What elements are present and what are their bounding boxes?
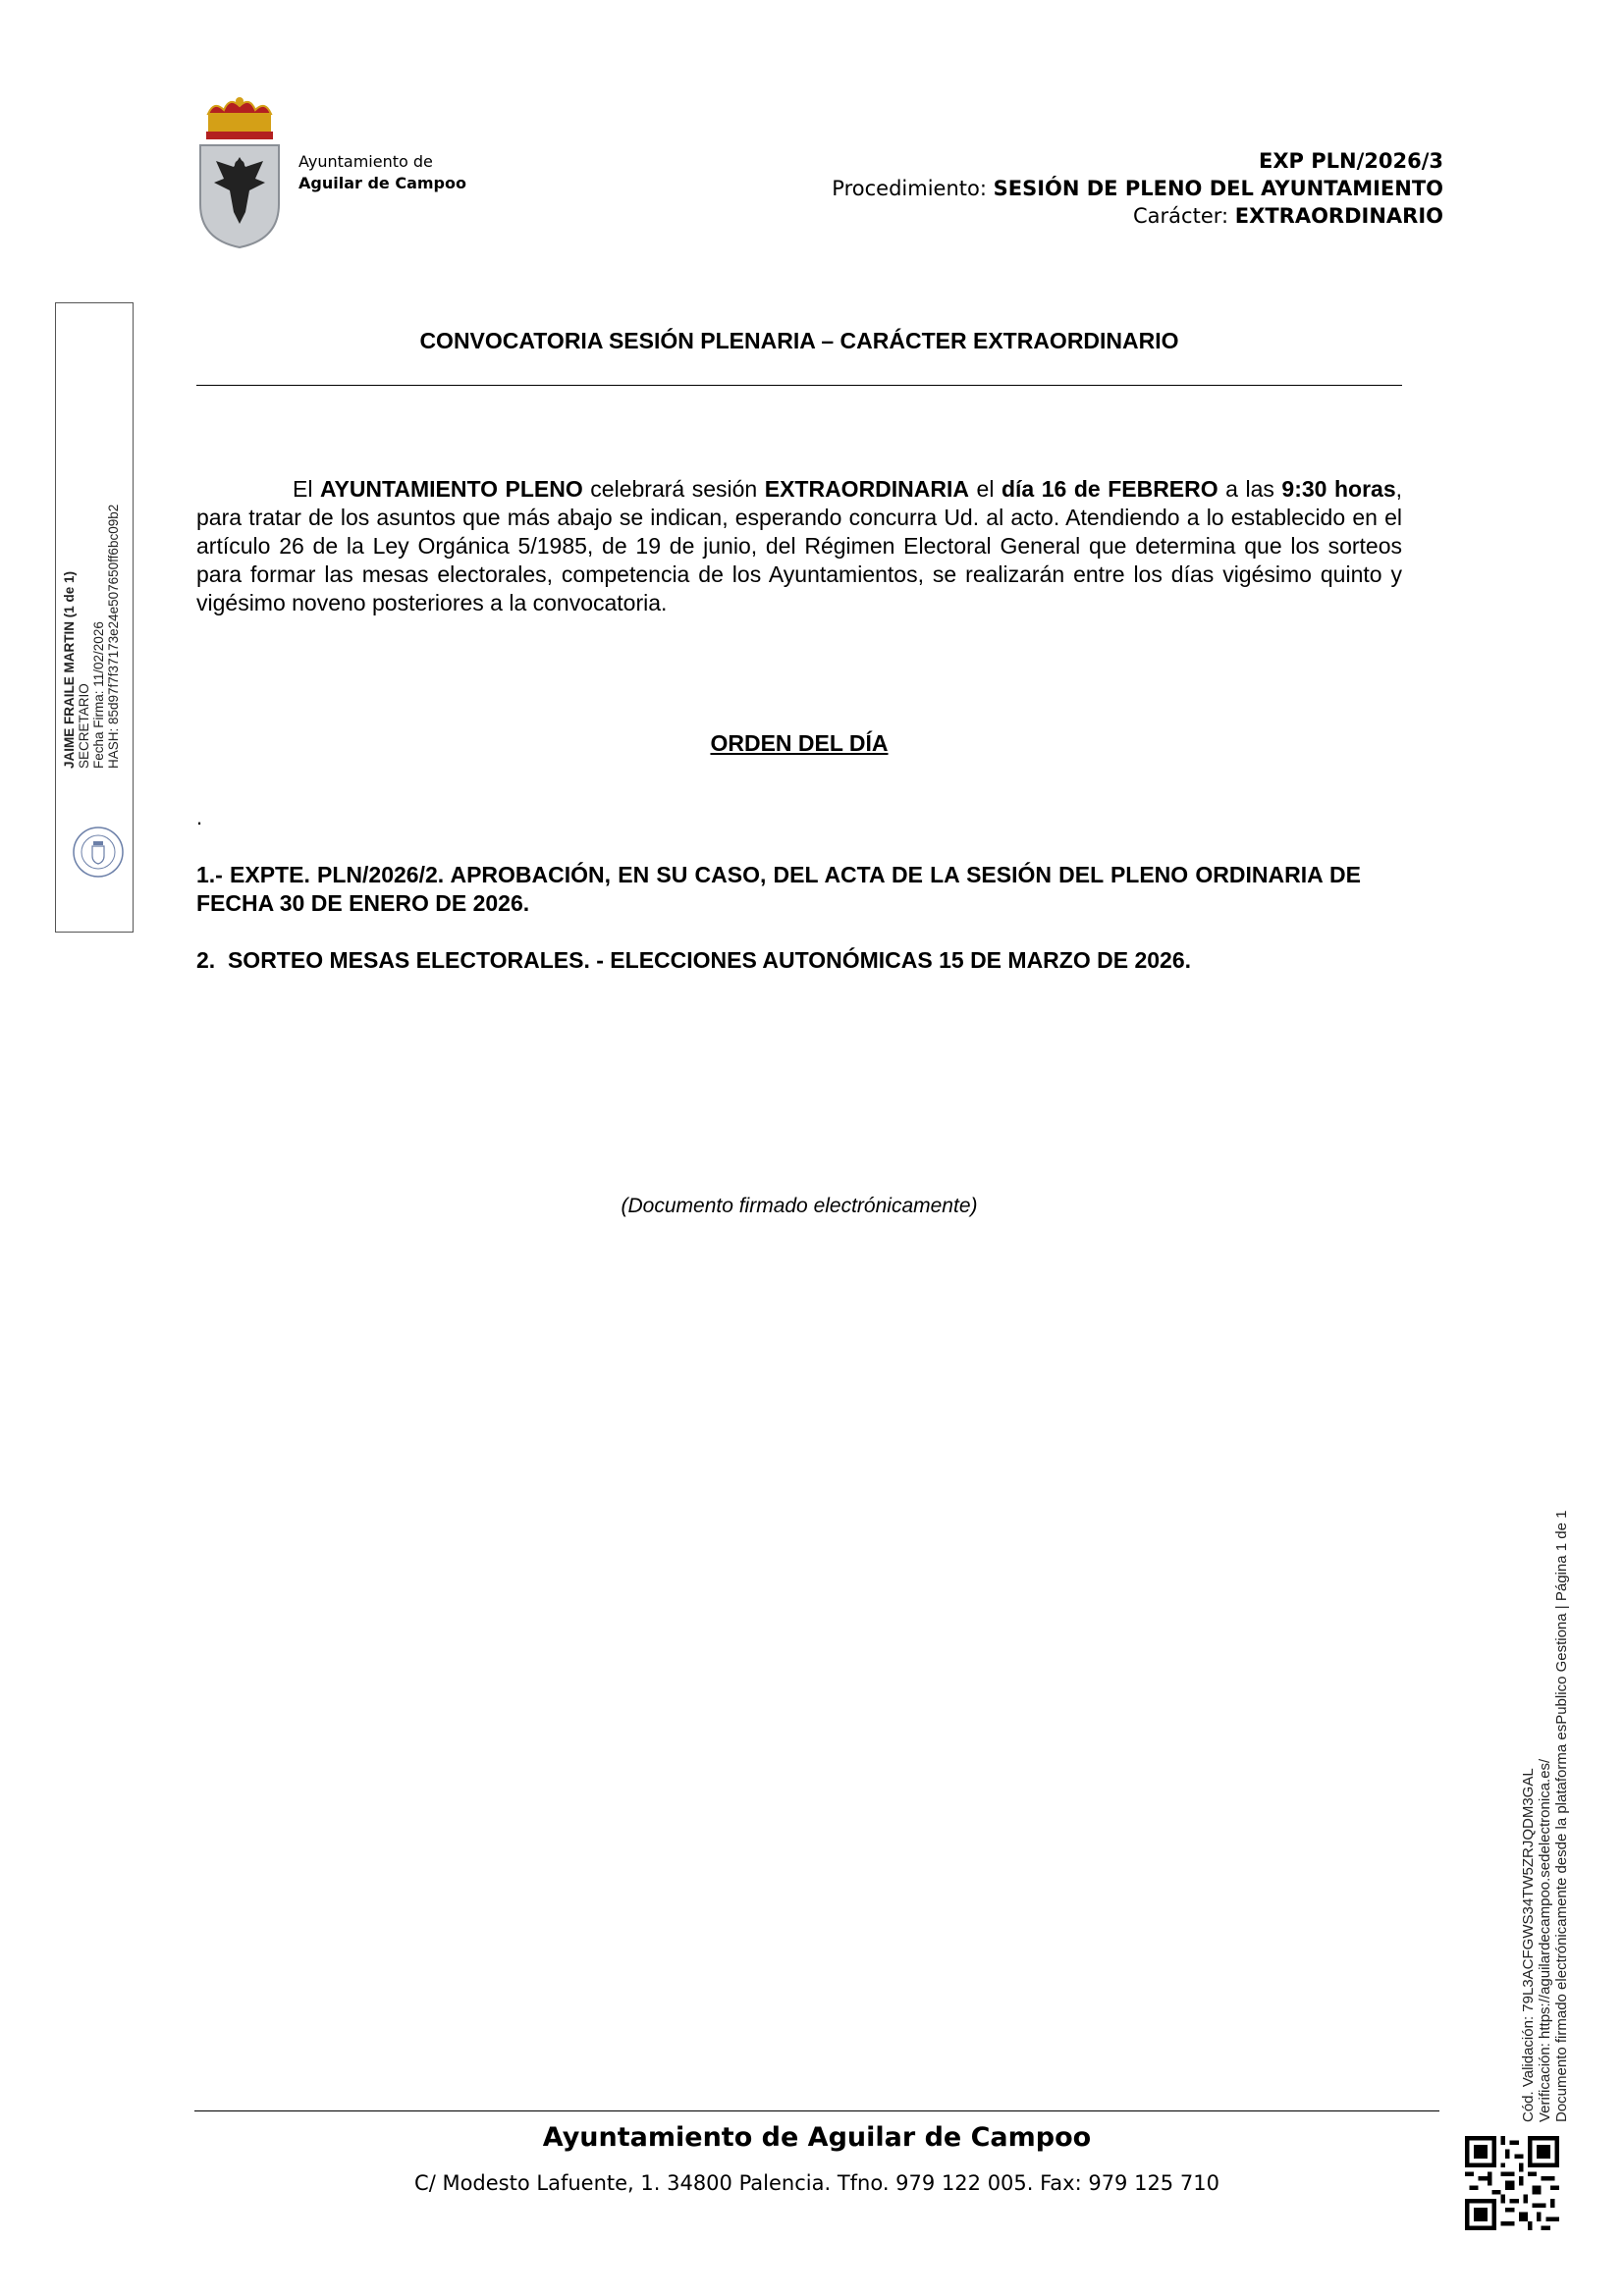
separator-dot: .: [196, 805, 203, 829]
caracter-label: Carácter:: [1133, 204, 1229, 228]
body-paragraph: El AYUNTAMIENTO PLENO celebrará sesión EXTRAORDINARIA el día 16 de FEBRERO a las 9:30 horas, para tratar de los asuntos que más abajo se indican, esperando concurra Ud. al acto. Atendiendo a lo establecido en el artículo 26 de la Ley Orgánica 5/1985, de 19 de junio, del Régimen Electoral General que determina que los sorteos para formar las mesas electorales, competencia de los Ayuntamientos, se realizarán entre los días vigésimo quinto y vigésimo noveno posteriores a la convocatoria.: [196, 476, 1403, 615]
seal-stamp-icon: [71, 825, 126, 880]
verification-details: [1520, 1415, 1570, 2122]
logo-line-2: Aguilar de Campoo: [298, 174, 466, 192]
logo-line-1: Ayuntamiento de: [298, 152, 433, 171]
orden-del-dia-heading: ORDEN DEL DÍA: [710, 730, 889, 756]
signature-date: Fecha Firma: 11/02/2026: [91, 621, 106, 769]
document-title: CONVOCATORIA SESIÓN PLENARIA – CARÁCTER EXTRAORDINARIO: [419, 328, 1179, 353]
procedimiento-value: SESIÓN DE PLENO DEL AYUNTAMIENTO: [993, 177, 1443, 200]
footer-address: C/ Modesto Lafuente, 1. 34800 Palencia. Tfno. 979 122 005. Fax: 979 125 710: [414, 2171, 1219, 2195]
agenda-item-1: 1.- EXPTE. PLN/2026/2. APROBACIÓN, EN SU CASO, DEL ACTA DE LA SESIÓN DEL PLENO ORDINARIA DE FECHA 30 DE ENERO DE 2026.: [196, 862, 1361, 916]
procedimiento-label: Procedimiento:: [832, 177, 987, 200]
agenda-item-2: 2. SORTEO MESAS ELECTORALES. - ELECCIONES AUTONÓMICAS 15 DE MARZO DE 2026.: [196, 947, 1192, 973]
verification-url: Verificación: https://aguilardecampoo.sedelectronica.es/: [1537, 1758, 1553, 2122]
platform-note: Documento firmado electrónicamente desde la plataforma esPublico Gestiona | Página 1 de 1: [1553, 1510, 1570, 2122]
signature-hash: HASH: 85d97f7f37173e24e507650ff6bc09b2: [106, 504, 121, 769]
footer-organization-name: Ayuntamiento de Aguilar de Campoo: [542, 2122, 1092, 2153]
signer-role: SECRETARIO: [77, 683, 91, 769]
expediente-block: [832, 147, 1443, 230]
signer-name: JAIME FRAILE MARTIN (1 de 1): [62, 570, 77, 769]
qr-code-icon: [1465, 2136, 1559, 2230]
footer-divider: [194, 2110, 1439, 2111]
coat-of-arms-logo: [194, 96, 285, 249]
logo-text: [298, 151, 466, 194]
expediente-number: EXP PLN/2026/3: [1259, 149, 1443, 173]
validation-code: Cód. Validación: 79L3ACFGWS34TW5ZRJQDM3GAL: [1520, 1768, 1537, 2122]
title-divider: [196, 385, 1402, 386]
signature-details: [62, 474, 121, 769]
signed-note: (Documento firmado electrónicamente): [621, 1195, 978, 1217]
caracter-value: EXTRAORDINARIO: [1234, 204, 1443, 228]
